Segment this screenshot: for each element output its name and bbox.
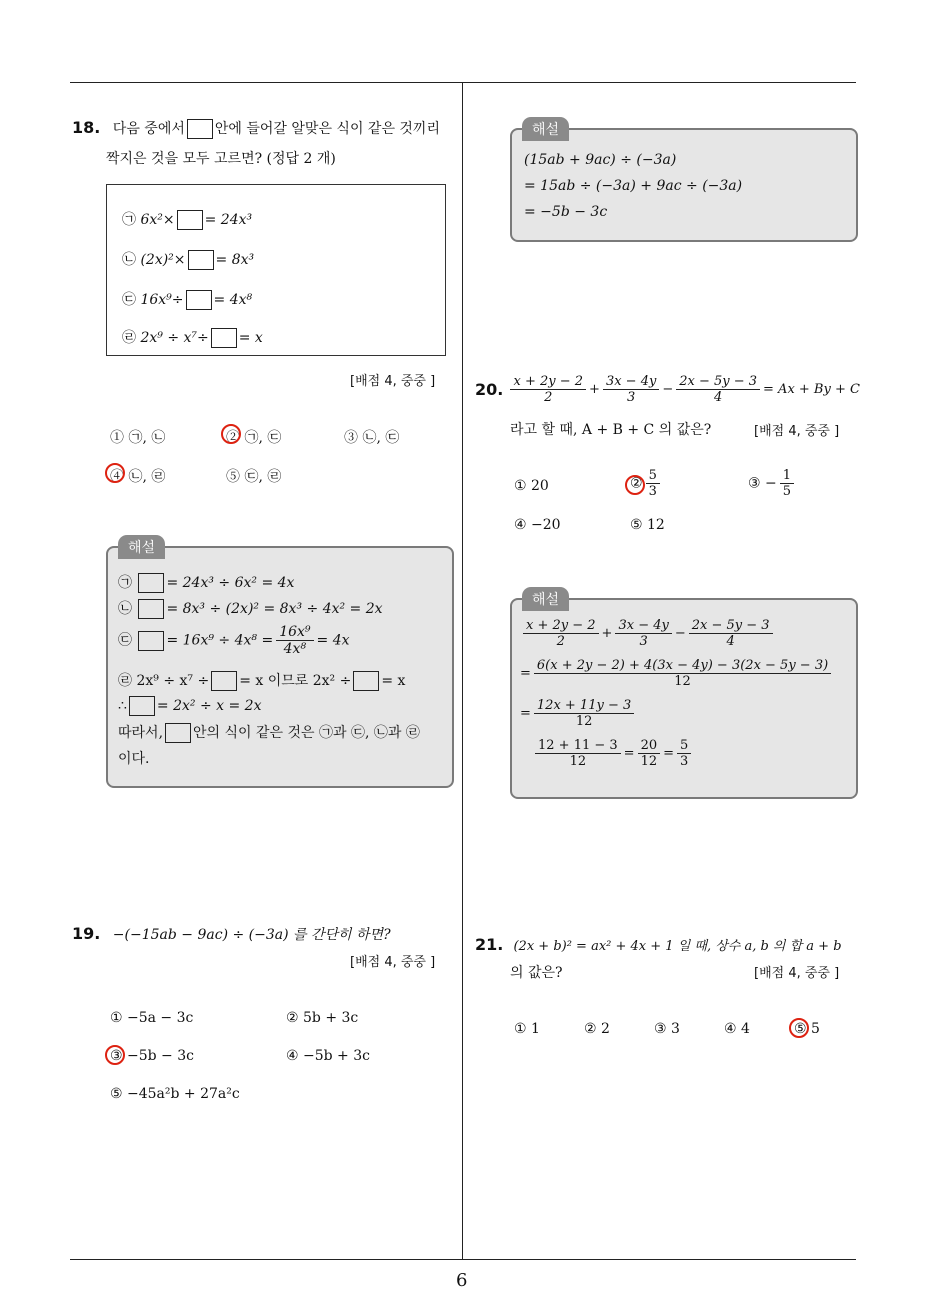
column-divider — [462, 82, 463, 1260]
sol-text: = 4x — [316, 632, 350, 649]
stem-text: 라고 할 때, A + B + C 의 값은? — [510, 422, 712, 438]
sol-text: = 16x⁹ ÷ 4x⁸ = — [166, 632, 274, 649]
choice-3[interactable]: ③ − $\frac{1}{5}$ — [748, 468, 797, 499]
sol-mark: ㉡ — [118, 601, 132, 617]
solution-box — [106, 540, 454, 788]
sol-text: = −5b − 3c — [524, 204, 608, 220]
choice-3[interactable]: ③ 3 — [654, 1021, 680, 1037]
sol-text: ∴ — [118, 698, 127, 714]
sol-text: 따라서, — [118, 725, 164, 741]
blank-box — [165, 723, 191, 743]
stem-text: 의 값은? — [510, 965, 563, 981]
fraction: $\frac{3x - 4y}{3}$ — [603, 374, 659, 405]
choice-1[interactable]: ① ㉠, ㉡ — [110, 430, 166, 446]
blank-box — [211, 671, 237, 691]
choice-5[interactable]: ⑤ −45a²b + 27a²c — [110, 1086, 240, 1102]
choice-4[interactable]: ④ 4 — [724, 1021, 750, 1037]
choice-5[interactable]: ⑤ 5 — [794, 1021, 820, 1037]
item-rhs: = 8x³ — [215, 252, 255, 268]
sol-text: = 2x² ÷ x = 2x — [156, 698, 262, 714]
blank-box — [211, 328, 237, 348]
question-number: 20. — [475, 380, 504, 399]
score-info: [배점 4, 중중 ] — [754, 424, 840, 439]
blank-box — [138, 599, 164, 619]
sol-text: 안의 식이 같은 것은 ㉠과 ㉢, ㉡과 ㉣ — [193, 725, 420, 741]
choice-2[interactable]: ② $\frac{5}{3}$ — [630, 468, 663, 499]
fraction: $\frac{x + 2y - 2}{2}$ — [523, 618, 599, 649]
choice-2[interactable]: ② 5b + 3c — [286, 1010, 359, 1026]
solution-box — [510, 122, 858, 242]
question-number: 19. — [72, 924, 101, 943]
fraction: $\frac{20}{12}$ — [638, 738, 661, 769]
blank-box — [129, 696, 155, 716]
choice-5[interactable]: ⑤ 12 — [630, 517, 665, 533]
selected-answer-circle — [105, 463, 125, 483]
item-mark: ㉢ — [122, 292, 136, 308]
bottom-rule — [70, 1259, 856, 1260]
score-info: [배점 4, 중중 ] — [350, 374, 436, 389]
choice-3[interactable]: ③ −5b − 3c — [110, 1048, 194, 1064]
blank-box — [138, 573, 164, 593]
expression-box — [106, 184, 446, 356]
stem-text: (2x + b)² = ax² + 4x + 1 일 때, 상수 a, b 의 합 a + b — [513, 939, 842, 954]
item-lhs: (2x)²× — [140, 252, 186, 268]
score-info: [배점 4, 중중 ] — [350, 955, 436, 970]
question-number: 21. — [475, 935, 504, 954]
item-mark: ㉡ — [122, 252, 136, 268]
stem-text: 안에 들어갈 알맞은 식이 같은 것끼리 — [214, 121, 440, 137]
fraction: $\frac{\text{16x⁹}}{\text{4x⁸}}$ — [276, 624, 313, 657]
item-rhs: = 4x⁸ — [213, 292, 253, 308]
fraction: $\frac{3x - 4y}{3}$ — [615, 618, 671, 649]
page-number: 6 — [456, 1270, 468, 1291]
sol-mark: ㉠ — [118, 575, 132, 591]
fraction: $\frac{2x - 5y - 3}{4}$ — [676, 374, 760, 405]
choice-1[interactable]: ① 20 — [514, 478, 549, 494]
item-rhs: = x — [238, 330, 263, 346]
sol-text: = 15ab ÷ (−3a) + 9ac ÷ (−3a) — [524, 178, 743, 194]
fraction: $\frac{5}{3}$ — [677, 738, 691, 769]
blank-box — [187, 119, 213, 139]
item-lhs: 2x⁹ ÷ x⁷÷ — [140, 330, 209, 346]
sol-text: = x 이므로 2x² ÷ — [239, 673, 352, 689]
choice-4[interactable]: ④ −5b + 3c — [286, 1048, 370, 1064]
sol-text: = x — [381, 673, 406, 689]
choice-5[interactable]: ⑤ ㉢, ㉣ — [226, 469, 282, 485]
sol-text: (15ab + 9ac) ÷ (−3a) — [524, 152, 677, 168]
fraction: $\frac{x + 2y - 2}{2}$ — [510, 374, 586, 405]
blank-box — [177, 210, 203, 230]
selected-answer-circle — [105, 1045, 125, 1065]
blank-box — [186, 290, 212, 310]
sol-mark: ㉢ — [118, 632, 132, 649]
operator: − — [662, 382, 674, 397]
question-number: 18. — [72, 118, 101, 137]
operator: + — [589, 382, 600, 397]
choice-1[interactable]: ① 1 — [514, 1021, 540, 1037]
solution-box: 해설 $\frac{x + 2y - 2}{2}$ + $\frac{3x - 4y}{3}$ − $\frac{2x - 5y - 3}{4}$ = $\frac{6(x + 2y - 2) + 4(3x - 4y) - 3(2x - 5y - 3)}{12}$ = $\frac{12x + 11y - 3}{12}$ $\frac{12 + 11 - 3}{12}$ = $\frac{20}{12}$ = $\frac{5}{3}$ — [510, 598, 858, 799]
choice-2[interactable]: ② 2 — [584, 1021, 610, 1037]
sol-text: = 24x³ ÷ 6x² = 4x — [166, 575, 295, 591]
solution-tag: 해설 — [118, 535, 165, 559]
sol-text: = 8x³ ÷ (2x)² = 8x³ ÷ 4x² = 2x — [166, 601, 383, 617]
solution-tag: 해설 — [522, 587, 569, 611]
stem-text: 다음 중에서 — [112, 121, 185, 137]
choice-3[interactable]: ③ ㉡, ㉢ — [344, 430, 400, 446]
selected-answer-circle — [221, 424, 241, 444]
choice-2[interactable]: ② ㉠, ㉢ — [226, 430, 282, 446]
blank-box — [188, 250, 214, 270]
item-lhs: 6x²× — [140, 212, 175, 228]
item-rhs: = 24x³ — [204, 212, 253, 228]
top-rule — [70, 82, 856, 83]
selected-answer-circle — [789, 1018, 809, 1038]
selected-answer-circle — [625, 475, 645, 495]
fraction: $\frac{12 + 11 - 3}{12}$ — [535, 738, 621, 769]
score-info: [배점 4, 중중 ] — [754, 966, 840, 981]
item-lhs: 16x⁹÷ — [140, 292, 184, 308]
sol-text: ㉣ 2x⁹ ÷ x⁷ ÷ — [118, 673, 210, 689]
choice-1[interactable]: ① −5a − 3c — [110, 1010, 194, 1026]
fraction: $\frac{5}{3}$ — [646, 468, 660, 499]
item-mark: ㉣ — [122, 330, 136, 346]
fraction: $\frac{1}{5}$ — [780, 468, 794, 499]
fraction: $\frac{12x + 11y - 3}{12}$ — [534, 698, 634, 729]
fraction: $\frac{2x - 5y - 3}{4}$ — [689, 618, 773, 649]
stem-text: −(−15ab − 9ac) ÷ (−3a) 를 간단히 하면? — [112, 927, 391, 943]
choice-4[interactable]: ④ −20 — [514, 517, 561, 533]
stem-text: = Ax + By + C — [763, 382, 860, 397]
blank-box — [138, 631, 164, 651]
solution-tag: 해설 — [522, 117, 569, 141]
blank-box — [353, 671, 379, 691]
item-mark: ㉠ — [122, 212, 136, 228]
stem-text: 짝지은 것을 모두 고르면? (정답 2 개) — [106, 151, 336, 167]
sol-text: 이다. — [118, 751, 150, 767]
choice-4[interactable]: ④ ㉡, ㉣ — [110, 469, 166, 485]
fraction: $\frac{6(x + 2y - 2) + 4(3x - 4y) - 3(2x - 5y - 3)}{12}$ — [534, 658, 831, 689]
